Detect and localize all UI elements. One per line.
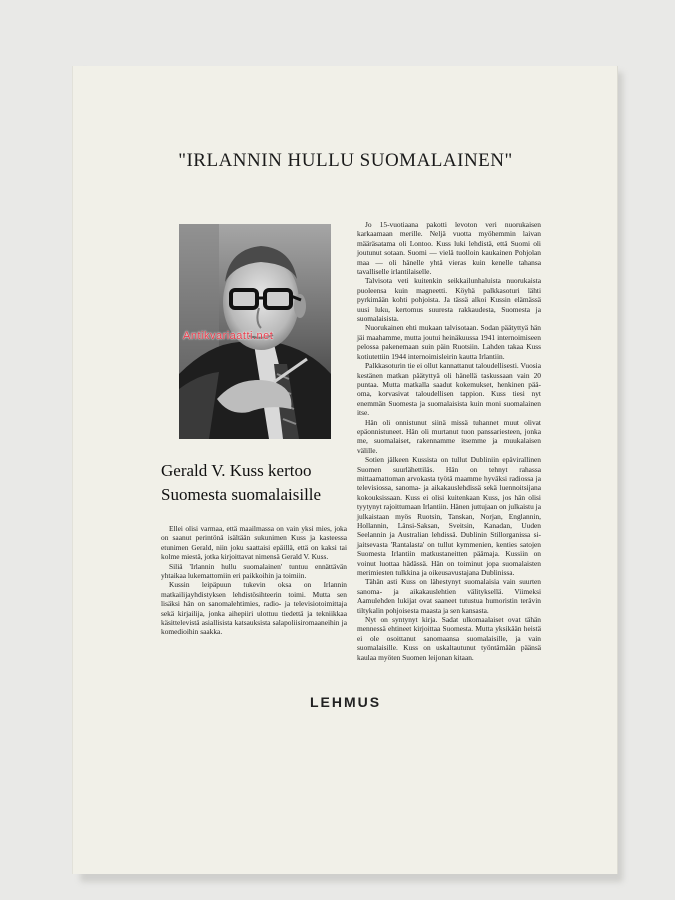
right-paragraph: Palkkasoturin tie ei ollut kannattanut taloudellisesti. Vuosia kestänen matkan päätyttyä oli hänellä taskussaan vain 20 puntaa. Mutta matkalla saadut kokemukset, henkinen pääoma, korvasivat taloudellisen tappion. Kuss tiesi nyt enemmän Suomesta ja suomalaisista kuin moni suomalainen itse. <box>357 361 541 418</box>
left-paragraph: Kussin leipäpuun tukevin oksa on Irlannin matkailijayhdistyksen lehdistösihteerin toimi. Mutta sen lisäksi hän on sanomalehtimies, radio- ja televisiotoimittaja sekä kirjailija, jonka aihepiiri ulottuu tiedettä ja tekniikkaa käsittelevistä asiallisista katsauksista salapoliisiromaaneihin ja komedioihin saakka. <box>161 580 347 637</box>
left-column-text <box>161 524 347 637</box>
right-paragraph: Hän oli onnistunut siinä missä tuhannet muut olivat epäonnistuneet. Hän oli murtanut tuon panssariesteen, jonka me, suomalaiset, rakennamme itsemme ja muukalaisen välille. <box>357 417 541 455</box>
author-heading <box>161 459 361 507</box>
right-paragraph: Tähän asti Kuss on lähestynyt suomalaisia vain suurten sanoma- ja aikakauslehtien välityksellä. Viimeksi Aamulehden lukijat ovat saaneet tutustua humoristin terävin tiltykalin pohjoisesta maasta ja sen kansasta. <box>357 577 541 615</box>
right-paragraph: Jo 15-vuotiaana pakotti levoton veri nuorukaisen karkaamaan merille. Neljä vuotta myöhemmin laivan määräsatama oli Lontoo. Kuss luki lehdistä, että Suomi oli joutunut sotaan. Suomi — vielä tuolloin kaukainen Pohjolan maa — oli hänelle yhtä vieras kuin kenelle tahansa tavalliselle irlantilaiselle. <box>357 220 541 277</box>
right-paragraph: Sotien jälkeen Kussista on tullut Dubliniin epävirallinen Suomen suurlähettiläs. Hän on tehnyt rahassa mittaamattoman arvokasta työtä maamme hyväksi radiossa ja televisiossa, sanoma- ja aikakauslehdissä sekä luennoitsijana kokouksissaan. Kuss ei olisi kuitenkaan Kuss, jos hän olisi tyytynyt rajoittumaan Irlantiin. Hänen juttujaan on julkaistu ja julkaistaan myös Ruotsin, Tanskan, Norjan, Englannin, Hollannin, Länsi-Saksan, Sveitsin, Kanadan, Uuden Seelannin ja Australian lehdissä. Dublinin Stillorganissa sijaitsevasta 'Rantalasta' on tullut kymmenien, kenties satojen Suomesta Irlantiin matkustaneitten päämaja. Kussiin on voinut luottaa hädässä. Hän on toiminut jopa suomalaisten merimiesten tulkkina ja oikeusavustajana Dublinissa. <box>357 455 541 578</box>
heading-line-1: Gerald V. Kuss kertoo <box>161 461 312 480</box>
book-back-cover <box>72 66 618 874</box>
right-column-text <box>357 220 541 662</box>
right-paragraph: Nyt on syntynyt kirja. Sadat ulkomaalaiset ovat tähän mennessä ehtineet kirjoittaa Suomesta. Mutta yksikään heistä ei ole osoittanut sanomaansa suomalaisille, ja vain suomalaisille. Kuss on uskaltautunut työntämään päänsä kaulaa myöten Suomen leijonan kitaan. <box>357 615 541 662</box>
publisher-name: LEHMUS <box>309 694 382 710</box>
cover-title: "IRLANNIN HULLU SUOMALAINEN" <box>178 150 513 171</box>
left-paragraph: Siliä 'Irlannin hullu suomalainen' tuntuu ennättävän yhtaikaa lukemattomiin eri paikkoihin ja toimiin. <box>161 561 347 581</box>
left-paragraph: Ellei olisi varmaa, että maailmassa on vain yksi mies, joka on saanut perintönä isältään sukunimen Kuss ja kasteessa etunimen Gerald, niin joku saattaisi epäillä, että on kaksi tai kolme miestä, jotka kirjoittavat nimensä Gerald V. Kuss. <box>161 524 347 562</box>
watermark-text: Antikvariaatti.net <box>183 330 274 342</box>
right-paragraph: Nuorukainen ehti mukaan talvisotaan. Sodan päätyttyä hän jäi maahamme, mutta joutui heinäkuussa 1941 internoimiseen pelossa pakenemaan suin päin Ruotsiin. Lahden takaa Kuss kotiutettiin 1944 internoimisleirin kautta Irlantiin. <box>357 323 541 361</box>
right-paragraph: Talvisota veti kuitenkin seikkailunhaluista nuorukaista puoleensa kuin magneetti. Köyhä palkkasoturi lähti pyrkimään kohti pohjoista. Ja tässä alkoi Kussin elämässä uusi luku, kertomus suuresta rakkaudesta, Suomesta ja suomalaisista. <box>357 276 541 324</box>
heading-line-2: Suomesta suomalaisille <box>161 485 322 504</box>
